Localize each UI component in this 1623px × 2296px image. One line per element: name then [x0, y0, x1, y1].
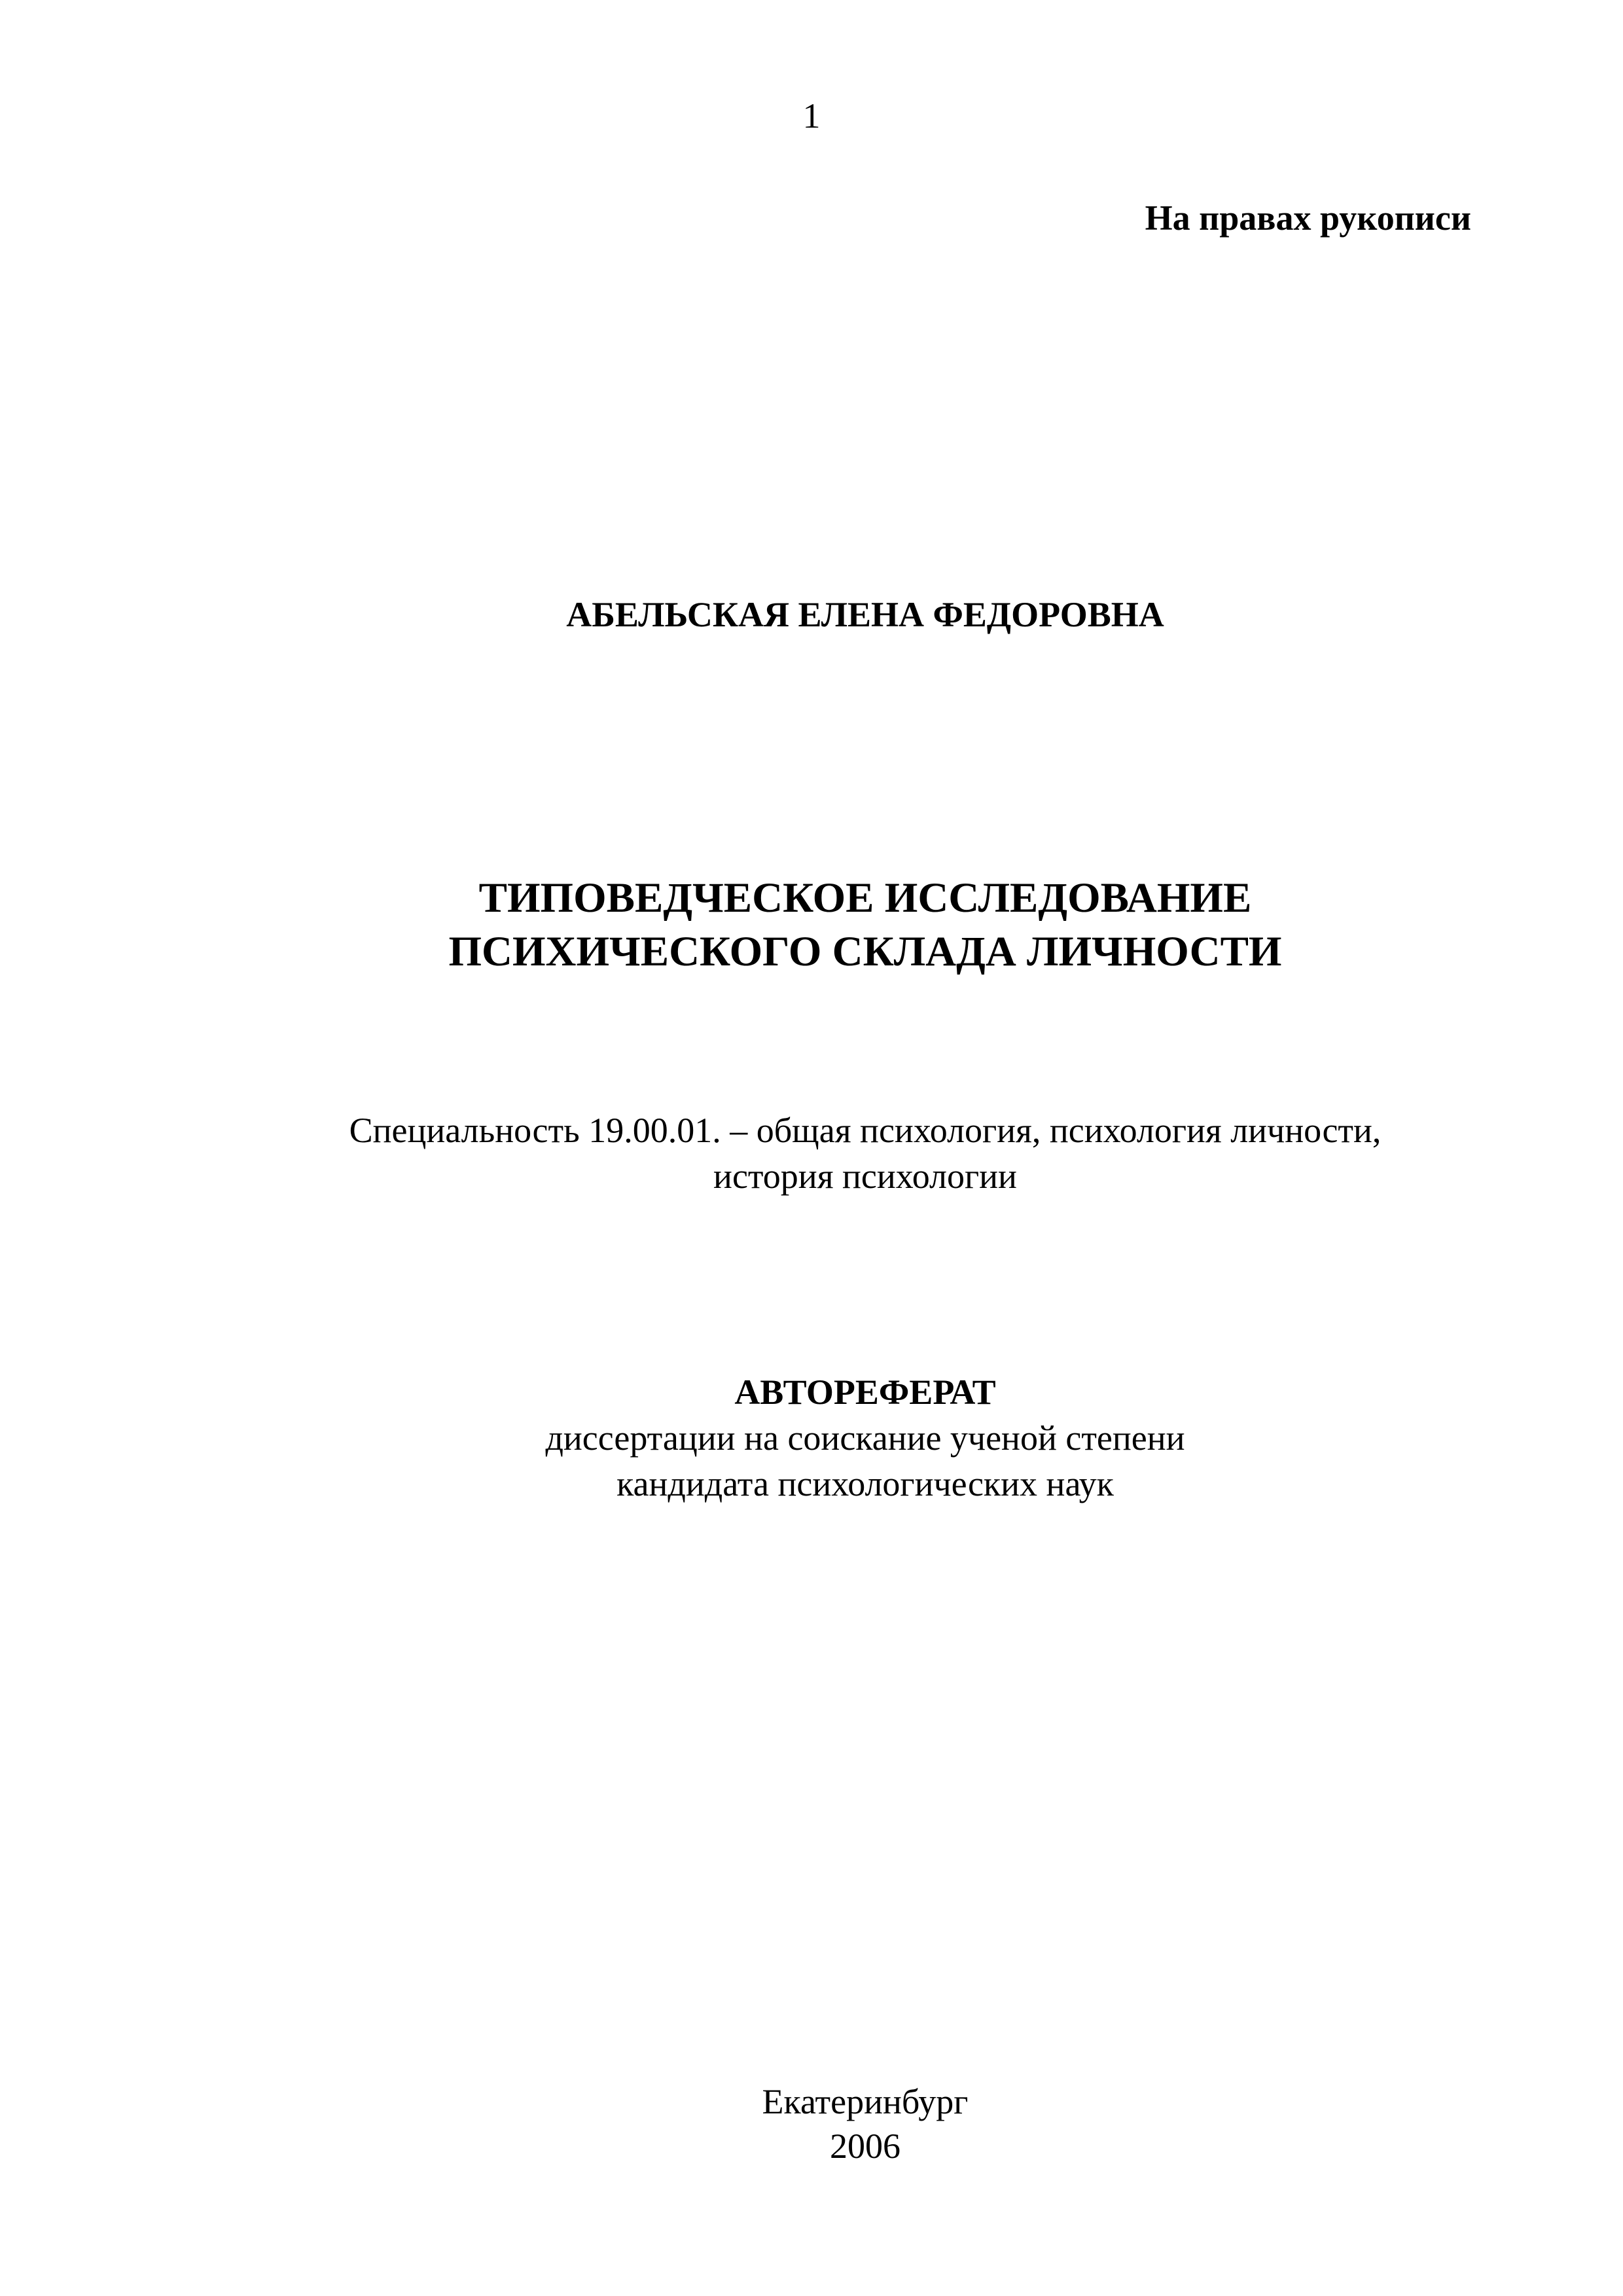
page-number: 1 — [802, 96, 821, 135]
dissertation-title-line-2: ПСИХИЧЕСКОГО СКЛАДА ЛИЧНОСТИ — [448, 928, 1282, 975]
publication-year: 2006 — [830, 2126, 901, 2166]
document-type: АВТОРЕФЕРАТ — [734, 1372, 996, 1412]
author-name: АБЕЛЬСКАЯ ЕЛЕНА ФЕДОРОВНА — [566, 595, 1164, 634]
specialty-line-1: Специальность 19.00.01. – общая психология, психология личности, — [349, 1111, 1382, 1150]
degree-line-1: диссертации на соискание ученой степени — [545, 1418, 1185, 1458]
dissertation-title-line-1: ТИПОВЕДЧЕСКОЕ ИССЛЕДОВАНИЕ — [478, 874, 1252, 922]
manuscript-note: На правах рукописи — [1145, 198, 1471, 238]
degree-line-2: кандидата психологических наук — [616, 1464, 1114, 1503]
publication-city: Екатеринбург — [762, 2082, 969, 2121]
specialty-line-2: история психологии — [713, 1157, 1017, 1196]
